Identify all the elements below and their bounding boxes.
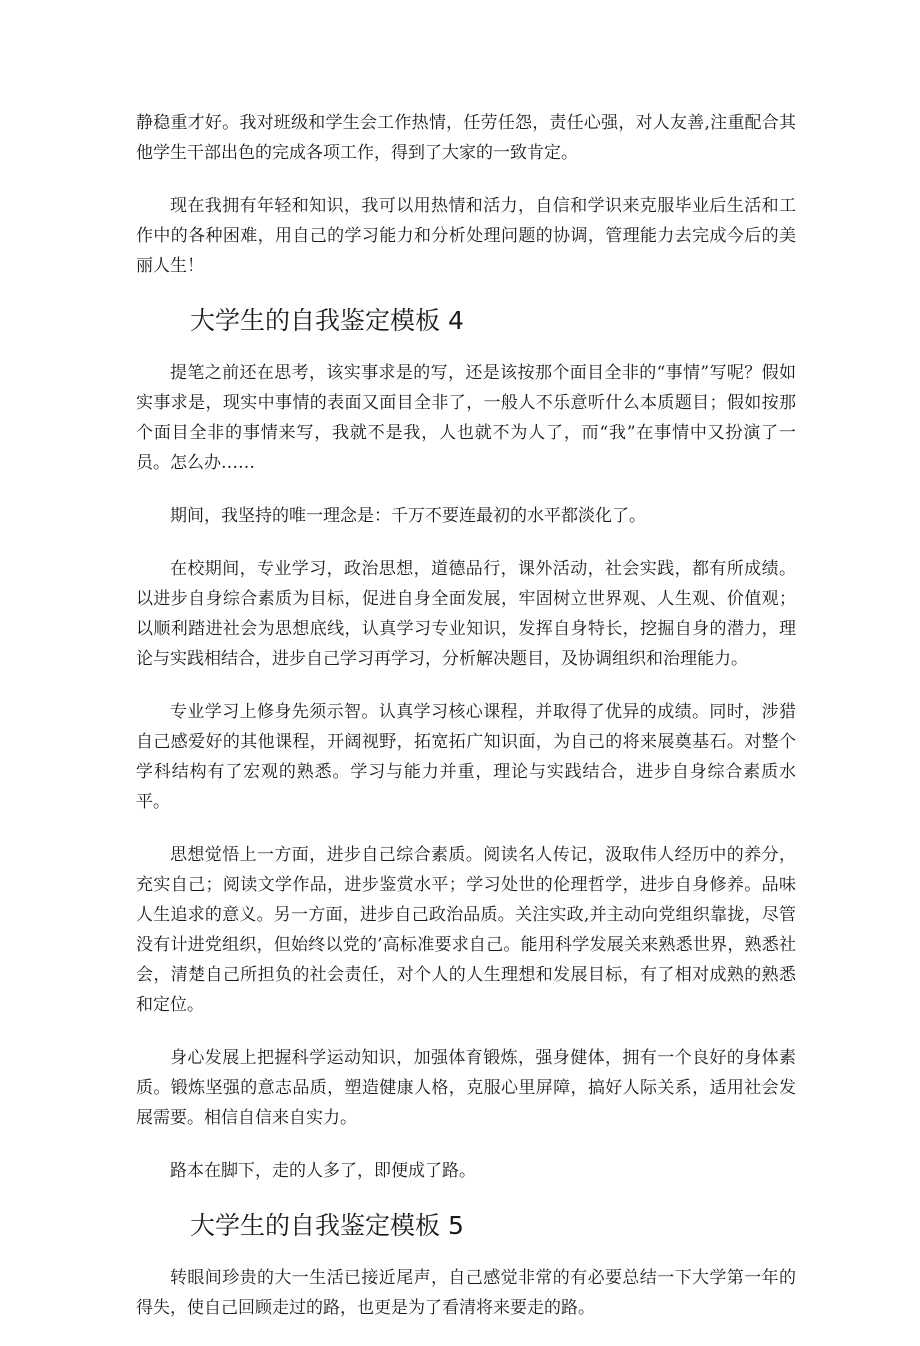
document-body xyxy=(136,108,796,1346)
paragraph: 期间，我坚持的唯一理念是：千万不要连最初的水平都淡化了。 xyxy=(170,506,646,526)
paragraph: 现在我拥有年轻和知识，我可以用热情和活力，自信和学识来克服毕业后生活和工作中的各种困难，用自己的学习能力和分析处理问题的协调，管理能力去完成今后的美丽人生！ xyxy=(136,196,796,276)
paragraph: 身心发展上把握科学运动知识，加强体育锻炼，强身健体，拥有一个良好的身体素质。锻炼坚强的意志品质，塑造健康人格，克服心里屏障，搞好人际关系，适用社会发展需要。相信自信来自实力。 xyxy=(136,1048,796,1128)
paragraph: 专业学习上修身先须示智。认真学习核心课程，并取得了优异的成绩。同时，涉猎自己感爱好的其他课程，开阔视野，拓宽拓广知识面，为自己的将来展奠基石。对整个学科结构有了宏观的熟悉。学习与能力并重，理论与实践结合，进步自身综合素质水平。 xyxy=(136,702,796,812)
paragraph: 静稳重才好。我对班级和学生会工作热情，任劳任怨，责任心强，对人友善,注重配合其他学生干部出色的完成各项工作，得到了大家的一致肯定。 xyxy=(136,113,796,163)
section-heading: 大学生的自我鉴定模板 5 xyxy=(190,1211,464,1240)
section-heading: 大学生的自我鉴定模板 4 xyxy=(190,306,464,335)
paragraph: 转眼间珍贵的大一生活已接近尾声，自己感觉非常的有必要总结一下大学第一年的得失，使自己回顾走过的路，也更是为了看清将来要走的路。 xyxy=(136,1268,796,1318)
paragraph: 路本在脚下，走的人多了，即便成了路。 xyxy=(170,1161,476,1181)
paragraph: 思想觉悟上一方面，进步自己综合素质。阅读名人传记，汲取伟人经历中的养分，充实自己；阅读文学作品，进步鉴赏水平；学习处世的伦理哲学，进步自身修养。品味人生追求的意义。另一方面，进步自己政治品质。关注实政,并主动向党组织靠拢，尽管没有计进党组织，但始终以党的’高标准要求自己。能用科学发展关来熟悉世界，熟悉社会，清楚自己所担负的社会责任，对个人的人生理想和发展目标，有了相对成熟的熟悉和定位。 xyxy=(136,845,796,1015)
paragraph: 在校期间，专业学习，政治思想，道德品行，课外活动，社会实践，都有所成绩。以进步自身综合素质为目标，促进自身全面发展，牢固树立世界观、人生观、价值观；以顺利踏进社会为思想底线，认真学习专业知识，发挥自身特长，挖掘自身的潜力，理论与实践相结合，进步自己学习再学习，分析解决题目，及协调组织和治理能力。 xyxy=(136,559,796,669)
paragraph: 提笔之前还在思考，该实事求是的写，还是该按那个面目全非的“事情”写呢？假如实事求是，现实中事情的表面又面目全非了，一般人不乐意听什么本质题目；假如按那个面目全非的事情来写，我就不是我，人也就不为人了，而“我”在事情中又扮演了一员。怎么办…… xyxy=(136,363,796,473)
